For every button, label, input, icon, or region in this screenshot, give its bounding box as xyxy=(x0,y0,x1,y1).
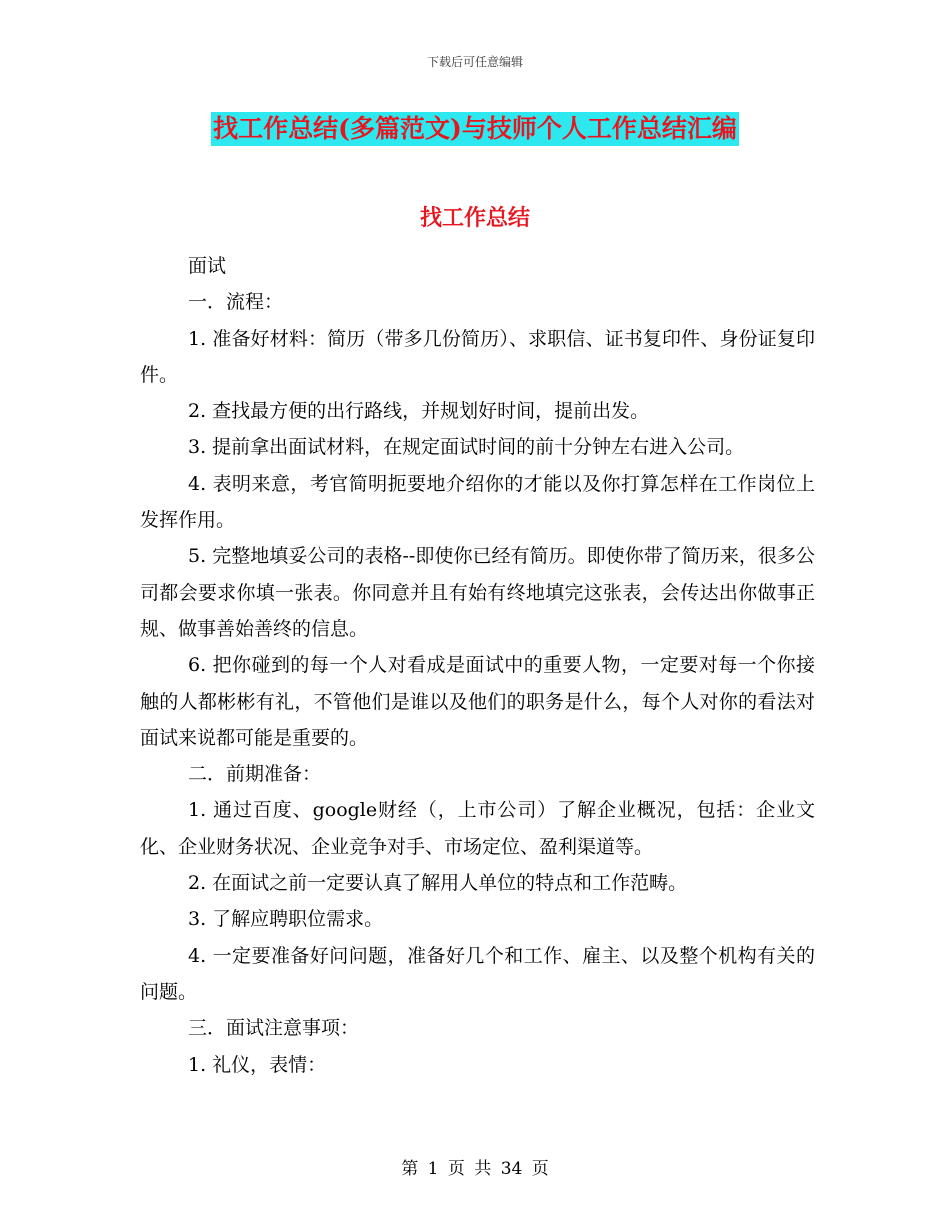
paragraph: 4. 表明来意，考官简明扼要地介绍你的才能以及你打算怎样在工作岗位上发挥作用。 xyxy=(140,472,815,532)
paragraph: 5. 完整地填妥公司的表格--即使你已经有简历。即使你带了简历来，很多公司都会要求你填一张表。你同意并且有始有终地填完这张表，会传达出你做事正规、做事善始善终的信息。 xyxy=(140,545,815,640)
section-title: 找工作总结 xyxy=(419,205,530,231)
paragraph: 2. 查找最方便的出行路线，并规划好时间，提前出发。 xyxy=(188,400,650,423)
header-note: 下载后可任意编辑 xyxy=(426,55,523,69)
document-title: 找工作总结(多篇范文)与技师个人工作总结汇编 xyxy=(211,112,739,146)
paragraph: 二．前期准备： xyxy=(188,763,322,786)
paragraph: 1. 礼仪，表情： xyxy=(188,1053,327,1076)
paragraph: 三．面试注意事项： xyxy=(188,1017,360,1040)
body-text xyxy=(140,248,815,1083)
paragraph: 面试 xyxy=(188,255,227,277)
paragraph: 3. 了解应聘职位需求。 xyxy=(188,908,384,931)
paragraph: 6. 把你碰到的每一个人对看成是面试中的重要人物，一定要对每一个你接触的人都彬彬有礼，不管他们是谁以及他们的职务是什么，每个人对你的看法对面试来说都可能是重要的。 xyxy=(140,654,815,749)
document-title-container xyxy=(0,112,950,146)
paragraph: 4. 一定要准备好问问题，准备好几个和工作、雇主、以及整个机构有关的问题。 xyxy=(140,944,815,1003)
paragraph: 3. 提前拿出面试材料，在规定面试时间的前十分钟左右进入公司。 xyxy=(188,436,745,459)
paragraph: 2. 在面试之前一定要认真了解用人单位的特点和工作范畴。 xyxy=(188,872,688,895)
paragraph: 1. 通过百度、google财经（，上市公司）了解企业概况，包括：企业文化、企业财务状况、企业竞争对手、市场定位、盈利渠道等。 xyxy=(140,799,815,858)
paragraph: 1. 准备好材料：简历（带多几份简历）、求职信、证书复印件、身份证复印件。 xyxy=(140,327,815,386)
page-footer: 第 1 页 共 34 页 xyxy=(401,1159,549,1179)
paragraph: 一．流程： xyxy=(188,291,284,314)
